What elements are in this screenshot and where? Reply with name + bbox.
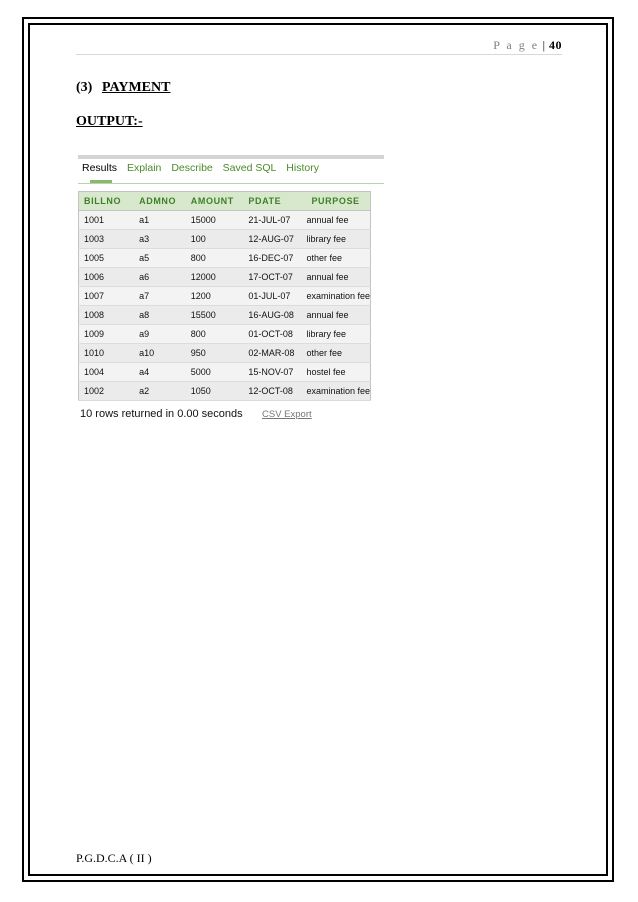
output-label: OUTPUT:-: [76, 114, 143, 129]
cell-pdate: 15-NOV-07: [243, 363, 301, 382]
cell-amount: 100: [186, 230, 244, 249]
cell-billno: 1009: [79, 325, 135, 344]
cell-pdate: 12-OCT-08: [243, 382, 301, 401]
column-header-billno: BILLNO: [79, 192, 135, 211]
cell-amount: 5000: [186, 363, 244, 382]
cell-billno: 1001: [79, 211, 135, 230]
table-row: [79, 268, 371, 287]
cell-amount: 15000: [186, 211, 244, 230]
cell-admno: a9: [134, 325, 186, 344]
cell-purpose: library fee: [301, 230, 370, 249]
cell-billno: 1003: [79, 230, 135, 249]
column-header-purpose: PURPOSE: [301, 192, 370, 211]
tab-saved-sql[interactable]: Saved SQL: [222, 162, 277, 174]
column-header-amount: AMOUNT: [186, 192, 244, 211]
tab-describe[interactable]: Describe: [171, 162, 213, 174]
cell-admno: a8: [134, 306, 186, 325]
cell-admno: a3: [134, 230, 186, 249]
table-row: [79, 230, 371, 249]
page-separator: |: [542, 38, 546, 52]
table-row: [79, 363, 371, 382]
cell-pdate: 16-DEC-07: [243, 249, 301, 268]
table-row: [79, 306, 371, 325]
cell-amount: 1050: [186, 382, 244, 401]
cell-amount: 1200: [186, 287, 244, 306]
table-row: [79, 382, 371, 401]
cell-admno: a6: [134, 268, 186, 287]
cell-purpose: examination fee: [301, 287, 370, 306]
cell-billno: 1006: [79, 268, 135, 287]
cell-purpose: hostel fee: [301, 363, 370, 382]
tab-history[interactable]: History: [286, 162, 319, 174]
page-word: P a g e: [493, 38, 540, 52]
page-border-inner: [28, 23, 608, 876]
cell-billno: 1010: [79, 344, 135, 363]
tab-results[interactable]: Results: [82, 162, 118, 174]
cell-pdate: 21-JUL-07: [243, 211, 301, 230]
cell-pdate: 01-OCT-08: [243, 325, 301, 344]
cell-amount: 800: [186, 249, 244, 268]
cell-pdate: 17-OCT-07: [243, 268, 301, 287]
cell-amount: 800: [186, 325, 244, 344]
tabs-top-bar: [78, 155, 384, 159]
results-tabs: [82, 162, 326, 174]
cell-billno: 1007: [79, 287, 135, 306]
column-header-admno: ADMNO: [134, 192, 186, 211]
cell-purpose: library fee: [301, 325, 370, 344]
results-table: [78, 191, 371, 401]
table-header-row: [79, 192, 371, 211]
sql-results-screenshot: [78, 155, 386, 425]
section-number: (3): [76, 80, 93, 95]
table-row: [79, 249, 371, 268]
rows-returned-text: 10 rows returned in 0.00 seconds: [80, 408, 243, 420]
table-row: [79, 325, 371, 344]
cell-amount: 15500: [186, 306, 244, 325]
cell-pdate: 16-AUG-08: [243, 306, 301, 325]
cell-admno: a2: [134, 382, 186, 401]
cell-pdate: 02-MAR-08: [243, 344, 301, 363]
cell-billno: 1004: [79, 363, 135, 382]
cell-purpose: annual fee: [301, 306, 370, 325]
cell-purpose: examination fee: [301, 382, 370, 401]
table-row: [79, 287, 371, 306]
column-header-pdate: PDATE: [243, 192, 301, 211]
section-title: PAYMENT: [102, 80, 171, 95]
cell-pdate: 01-JUL-07: [243, 287, 301, 306]
page-number-header: [493, 38, 562, 53]
csv-export-link[interactable]: CSV Export: [262, 409, 312, 420]
table-row: [79, 211, 371, 230]
cell-admno: a7: [134, 287, 186, 306]
tabs-bottom-rule: [78, 183, 384, 184]
cell-billno: 1005: [79, 249, 135, 268]
cell-pdate: 12-AUG-07: [243, 230, 301, 249]
cell-amount: 12000: [186, 268, 244, 287]
results-table-body: [79, 211, 371, 401]
cell-billno: 1002: [79, 382, 135, 401]
table-row: [79, 344, 371, 363]
cell-admno: a5: [134, 249, 186, 268]
cell-amount: 950: [186, 344, 244, 363]
tab-explain[interactable]: Explain: [126, 162, 162, 174]
footer-text: P.G.D.C.A ( II ): [76, 851, 152, 865]
cell-admno: a4: [134, 363, 186, 382]
cell-purpose: annual fee: [301, 211, 370, 230]
page-number: 40: [549, 38, 562, 52]
cell-admno: a10: [134, 344, 186, 363]
cell-purpose: annual fee: [301, 268, 370, 287]
cell-purpose: other fee: [301, 344, 370, 363]
cell-purpose: other fee: [301, 249, 370, 268]
cell-admno: a1: [134, 211, 186, 230]
header-rule: [76, 54, 562, 55]
cell-billno: 1008: [79, 306, 135, 325]
